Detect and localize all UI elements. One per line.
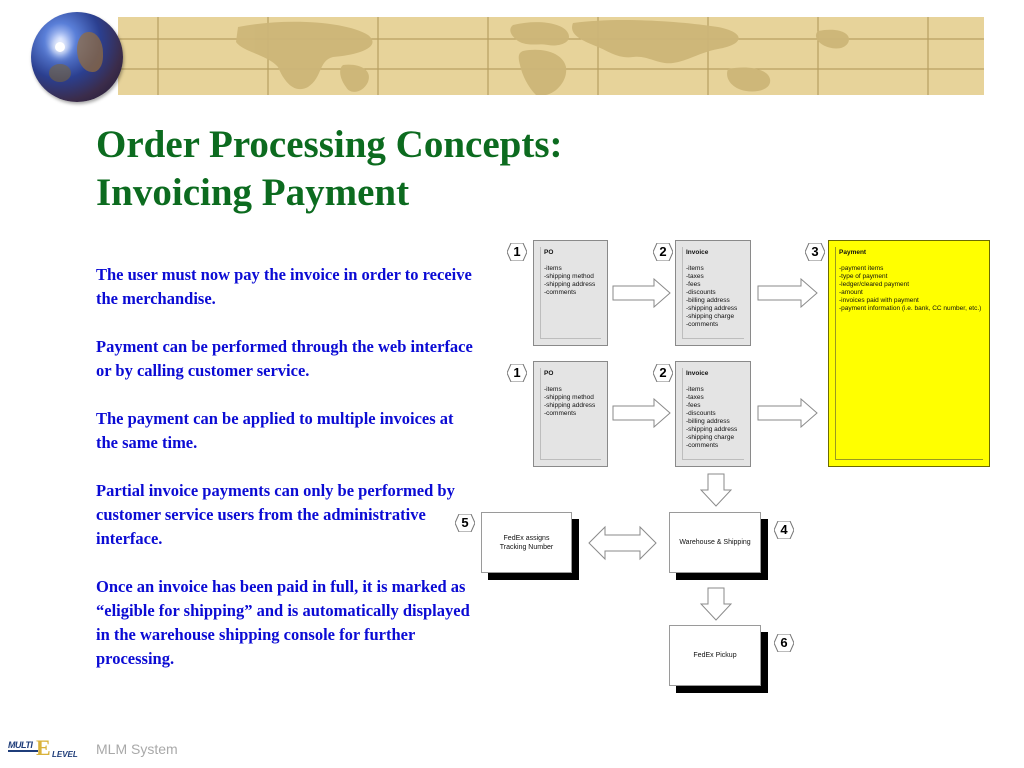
paragraph-partial-payments: Partial invoice payments can only be performed by customer service users from the administrative interface.	[96, 481, 455, 548]
invoice-line: -discounts	[686, 289, 716, 296]
logo-e-letter: E	[36, 735, 51, 760]
fedex-tracking-label: FedEx assigns Tracking Number	[499, 534, 554, 551]
logo-multi-text: MULTI	[8, 740, 33, 750]
fedex-pickup-label: FedEx Pickup	[693, 652, 737, 659]
globe-icon	[31, 12, 123, 102]
right-arrow-icon	[612, 398, 672, 428]
paragraph-payment-channels: Payment can be performed through the web interface or by calling customer service.	[96, 337, 473, 380]
po-line: -comments	[544, 289, 577, 296]
invoice-document	[675, 240, 751, 346]
payment-document	[828, 240, 990, 467]
invoice-line: -billing address	[686, 297, 730, 304]
invoice-line: -items	[686, 386, 704, 393]
footer-label: MLM System	[96, 741, 178, 757]
invoice-line: -fees	[686, 402, 701, 409]
po-title: PO	[544, 370, 554, 377]
invoice-title: Invoice	[686, 370, 709, 377]
invoice-line: -taxes	[686, 273, 704, 280]
paragraph-multiple-invoices: The payment can be applied to multiple invoices at the same time.	[96, 409, 454, 452]
po-line: -items	[544, 386, 562, 393]
invoice-line: -comments	[686, 321, 719, 328]
po-line: -shipping method	[544, 394, 594, 401]
invoice-line: -fees	[686, 281, 701, 288]
page-title	[96, 121, 563, 217]
invoice-line: -discounts	[686, 410, 716, 417]
right-arrow-icon	[612, 278, 672, 308]
double-arrow-icon	[588, 525, 658, 561]
invoice-line: -shipping charge	[686, 313, 735, 320]
world-map-banner	[118, 17, 984, 95]
step-1-badge: 1	[507, 243, 527, 261]
po-line: -items	[544, 265, 562, 272]
logo-level-text: LEVEL	[52, 750, 78, 759]
fedex-pickup-card	[669, 625, 761, 686]
fedex-tracking-card	[481, 512, 572, 573]
payment-line: -type of payment	[839, 273, 888, 280]
step-3-badge: 3	[805, 243, 825, 261]
step-4-badge: 4	[774, 521, 794, 539]
invoice-line: -shipping address	[686, 305, 738, 312]
po-line: -shipping method	[544, 273, 594, 280]
payment-line: -ledger/cleared payment	[839, 281, 910, 288]
down-arrow-icon	[700, 587, 732, 621]
down-arrow-icon	[700, 473, 732, 507]
invoice-title: Invoice	[686, 249, 709, 256]
warehouse-shipping-card	[669, 512, 761, 573]
payment-title: Payment	[839, 249, 867, 256]
paragraph-pay-invoice: The user must now pay the invoice in order to receive the merchandise.	[96, 265, 472, 308]
payment-line: -amount	[839, 289, 863, 296]
invoice-line: -shipping charge	[686, 434, 735, 441]
po-line: -shipping address	[544, 281, 596, 288]
step-2-badge-row-2: 2	[653, 364, 673, 382]
payment-line: -payment items	[839, 265, 884, 272]
payment-line: -invoices paid with payment	[839, 297, 919, 304]
multilevel-logo	[8, 737, 86, 761]
step-2-badge: 2	[653, 243, 673, 261]
po-line: -comments	[544, 410, 577, 417]
po-title: PO	[544, 249, 554, 256]
warehouse-shipping-label: Warehouse & Shipping	[679, 539, 751, 546]
title-line-1: Order Processing Concepts:	[96, 123, 563, 166]
step-5-badge: 5	[455, 514, 475, 532]
po-document-row-2	[533, 361, 608, 467]
invoice-document-row-2	[675, 361, 751, 467]
paragraph-eligible-shipping: Once an invoice has been paid in full, it is marked as “eligible for shipping” and is automatically displayed in the warehouse shipping console for further processing.	[96, 577, 470, 668]
right-arrow-icon	[757, 398, 819, 428]
po-line: -shipping address	[544, 402, 596, 409]
step-6-badge: 6	[774, 634, 794, 652]
invoice-line: -taxes	[686, 394, 704, 401]
invoice-line: -items	[686, 265, 704, 272]
po-document	[533, 240, 608, 346]
invoice-line: -shipping address	[686, 426, 738, 433]
payment-line: -payment information (i.e. bank, CC number, etc.)	[839, 305, 982, 312]
description-text	[96, 263, 476, 695]
right-arrow-icon	[757, 278, 819, 308]
step-1-badge-row-2: 1	[507, 364, 527, 382]
title-line-2: Invoicing Payment	[96, 171, 410, 214]
invoice-line: -comments	[686, 442, 719, 449]
invoice-line: -billing address	[686, 418, 730, 425]
